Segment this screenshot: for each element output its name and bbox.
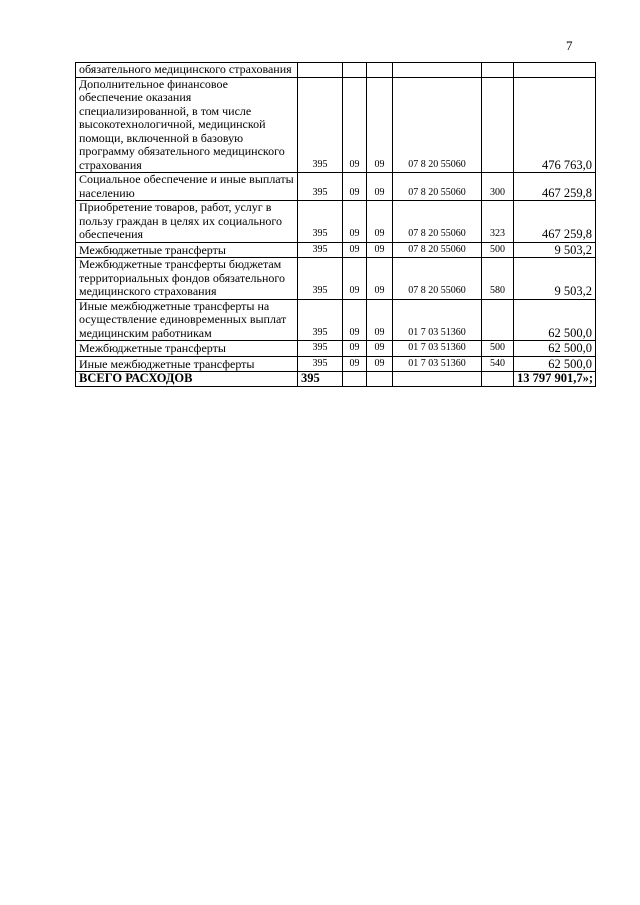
row-rz-code: 09 bbox=[343, 299, 367, 341]
row-gr-code: 395 bbox=[298, 356, 343, 372]
row-gr-code: 395 bbox=[298, 341, 343, 357]
row-vr-code: 500 bbox=[482, 341, 514, 357]
table-row bbox=[76, 258, 596, 300]
table-row bbox=[76, 63, 596, 78]
row-vr-code bbox=[482, 77, 514, 173]
row-sum: 62 500,0 bbox=[514, 299, 596, 341]
row-sum: 9 503,2 bbox=[514, 258, 596, 300]
table-row bbox=[76, 242, 596, 258]
total-row bbox=[76, 372, 596, 387]
row-sum: 62 500,0 bbox=[514, 356, 596, 372]
row-gr-code bbox=[298, 63, 343, 78]
row-gr-code: 395 bbox=[298, 242, 343, 258]
row-vr-code: 300 bbox=[482, 173, 514, 201]
row-rz-code: 09 bbox=[343, 258, 367, 300]
total-pr bbox=[367, 372, 393, 387]
table-row bbox=[76, 173, 596, 201]
row-pr-code: 09 bbox=[367, 173, 393, 201]
row-rz-code: 09 bbox=[343, 341, 367, 357]
table-row bbox=[76, 356, 596, 372]
row-name: Иные межбюджетные трансферты на осуществление единовременных выплат медицинским работникам bbox=[76, 299, 298, 341]
row-csr-code: 01 7 03 51360 bbox=[393, 299, 482, 341]
row-name: Приобретение товаров, работ, услуг в пользу граждан в целях их социального обеспечения bbox=[76, 201, 298, 243]
row-name: Межбюджетные трансферты bbox=[76, 341, 298, 357]
row-vr-code bbox=[482, 299, 514, 341]
table-row bbox=[76, 299, 596, 341]
row-csr-code: 07 8 20 55060 bbox=[393, 77, 482, 173]
row-sum: 62 500,0 bbox=[514, 341, 596, 357]
row-name: Межбюджетные трансферты бюджетам территориальных фондов обязательного медицинского страхования bbox=[76, 258, 298, 300]
total-gr: 395 bbox=[298, 372, 343, 387]
row-vr-code: 580 bbox=[482, 258, 514, 300]
row-gr-code: 395 bbox=[298, 299, 343, 341]
row-rz-code: 09 bbox=[343, 201, 367, 243]
total-csr bbox=[393, 372, 482, 387]
row-rz-code bbox=[343, 63, 367, 78]
row-pr-code bbox=[367, 63, 393, 78]
budget-table bbox=[75, 62, 596, 387]
row-sum: 476 763,0 bbox=[514, 77, 596, 173]
row-gr-code: 395 bbox=[298, 173, 343, 201]
row-vr-code: 323 bbox=[482, 201, 514, 243]
table-row bbox=[76, 201, 596, 243]
row-csr-code: 07 8 20 55060 bbox=[393, 201, 482, 243]
row-vr-code: 500 bbox=[482, 242, 514, 258]
total-label: ВСЕГО РАСХОДОВ bbox=[76, 372, 298, 387]
row-name: Социальное обеспечение и иные выплаты населению bbox=[76, 173, 298, 201]
page-number: 7 bbox=[566, 38, 573, 53]
table-row bbox=[76, 77, 596, 173]
row-sum bbox=[514, 63, 596, 78]
row-name: Дополнительное финансовое обеспечение оказания специализированной, в том числе высокотехнологичной, медицинской помощи, включенной в базовую программу обязательного медицинского страхования bbox=[76, 77, 298, 173]
row-rz-code: 09 bbox=[343, 242, 367, 258]
row-vr-code: 540 bbox=[482, 356, 514, 372]
row-csr-code: 07 8 20 55060 bbox=[393, 173, 482, 201]
row-pr-code: 09 bbox=[367, 242, 393, 258]
row-pr-code: 09 bbox=[367, 201, 393, 243]
row-pr-code: 09 bbox=[367, 341, 393, 357]
row-name: Межбюджетные трансферты bbox=[76, 242, 298, 258]
row-gr-code: 395 bbox=[298, 77, 343, 173]
row-pr-code: 09 bbox=[367, 77, 393, 173]
total-sum: 13 797 901,7»; bbox=[514, 372, 596, 387]
row-pr-code: 09 bbox=[367, 356, 393, 372]
total-rz bbox=[343, 372, 367, 387]
row-csr-code: 01 7 03 51360 bbox=[393, 341, 482, 357]
row-rz-code: 09 bbox=[343, 77, 367, 173]
row-pr-code: 09 bbox=[367, 258, 393, 300]
row-sum: 9 503,2 bbox=[514, 242, 596, 258]
row-csr-code: 07 8 20 55060 bbox=[393, 242, 482, 258]
row-rz-code: 09 bbox=[343, 173, 367, 201]
row-vr-code bbox=[482, 63, 514, 78]
row-csr-code bbox=[393, 63, 482, 78]
total-vr bbox=[482, 372, 514, 387]
row-sum: 467 259,8 bbox=[514, 173, 596, 201]
row-gr-code: 395 bbox=[298, 258, 343, 300]
row-csr-code: 07 8 20 55060 bbox=[393, 258, 482, 300]
row-csr-code: 01 7 03 51360 bbox=[393, 356, 482, 372]
table-row bbox=[76, 341, 596, 357]
row-pr-code: 09 bbox=[367, 299, 393, 341]
table-body bbox=[76, 63, 596, 387]
row-rz-code: 09 bbox=[343, 356, 367, 372]
row-name: обязательного медицинского страхования bbox=[76, 63, 298, 78]
row-sum: 467 259,8 bbox=[514, 201, 596, 243]
row-name: Иные межбюджетные трансферты bbox=[76, 356, 298, 372]
row-gr-code: 395 bbox=[298, 201, 343, 243]
